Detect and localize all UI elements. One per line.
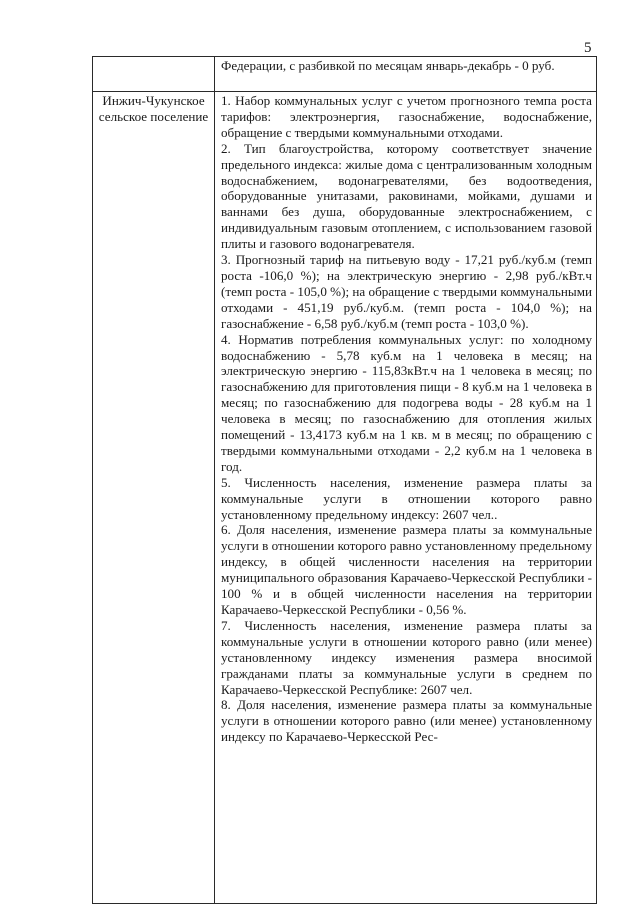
list-item: 3. Прогнозный тариф на питьевую воду - 17,21 руб./куб.м (темп роста -106,0 %); на электрическую энергию - 2,98 руб./кВт.ч (темп роста - 105,0 %); на обращение с твердыми коммунальными отходами - 451,19 руб./куб.м. (темп роста - 104,0 %); на газоснабжение - 6,58 руб./куб.м (темп роста - 103,0 %).: [221, 252, 592, 331]
table-row-settlement: [93, 92, 597, 904]
list-item: 7. Численность населения, изменение размера платы за коммунальные услуги в отношении которого равно (или менее) установленному индексу изменения размера вносимой гражданами платы за коммунальные услуги в среднем по Карачаево-Черкесской Республике: 2607 чел.: [221, 617, 592, 697]
list-item: 5. Численность населения, изменение размера платы за коммунальные услуги в отношении которого равно установленному предельному индексу: 2607 чел..: [221, 474, 592, 522]
continuation-cell: [215, 57, 597, 92]
continuation-text: Федерации, с разбивкой по месяцам январь-декабрь - 0 руб.: [221, 58, 555, 73]
page-number: 5: [584, 40, 592, 56]
list-item: 4. Норматив потребления коммунальных услуг: по холодному водоснабжению - 5,78 куб.м на 1 человека в месяц; на электрическую энергию - 115,83кВт.ч на 1 человека в месяц; по газоснабжению для приготовления пищи - 8 куб.м на 1 человека в месяц; по газоснабжению для подогрева воды - 28 куб.м на 1 человека в месяц; по газоснабжению для отопления жилых помещений - 13,4173 куб.м на 1 кв. м в месяц; по обращению с твердыми коммунальными отходами - 2,2 куб.м на 1 человека в год.: [221, 331, 592, 474]
list-item: 8. Доля населения, изменение размера платы за коммунальные услуги в отношении которого равно (или менее) установленному индексу по Карачаево-Черкесской Рес-: [221, 697, 592, 745]
settlement-details-cell: [215, 92, 597, 904]
list-item: 6. Доля населения, изменение размера платы за коммунальные услуги в отношении которого равно установленному предельному индексу, в общей численности населения на территории муниципального образования Карачаево-Черкесской Республики - 100 % и в общей численности населения на территории Карачаево-Черкесской Республики - 0,56 %.: [221, 522, 592, 617]
items-list: [215, 92, 596, 745]
settlement-name: Инжич-Чукунское сельское поселение: [98, 93, 209, 124]
settlement-name-cell: [93, 92, 215, 904]
table-row-continuation: [93, 57, 597, 92]
empty-name-cell: [93, 57, 215, 92]
list-item: 1. Набор коммунальных услуг с учетом прогнозного темпа роста тарифов: электроэнергия, газоснабжение, водоснабжение, обращение с твердыми коммунальными отходами.: [221, 93, 592, 140]
tariff-table: [92, 56, 597, 904]
list-item: 2. Тип благоустройства, которому соответствует значение предельного индекса: жилые дома с централизованным холодным водоснабжением, водонагревателями, без водоотведения, оборудованные унитазами, раковинами, мойками, душами и ваннами без душа, оборудованные электроснабжением, с индивидуальным газовым отоплением, с использованием газовой плиты и газового водонагревателя.: [221, 140, 592, 252]
